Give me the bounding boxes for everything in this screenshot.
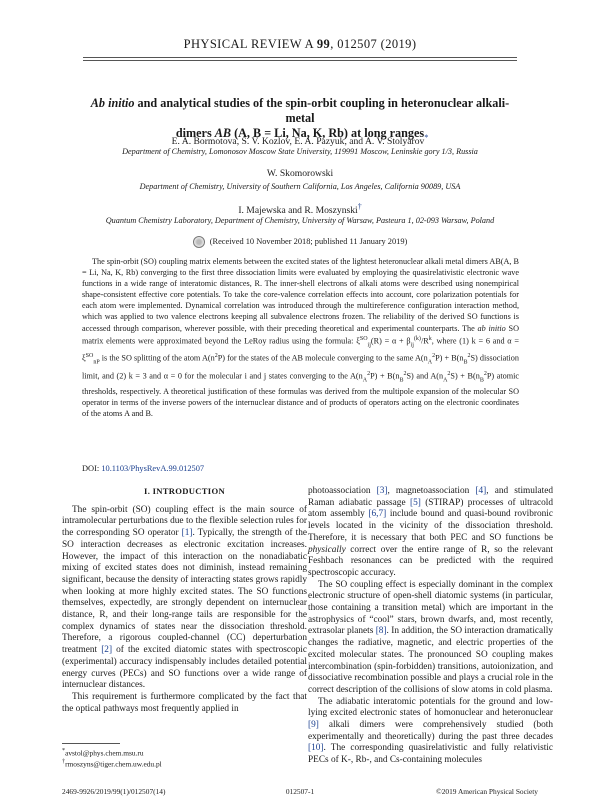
left-column [62, 486, 307, 715]
citation-10[interactable]: [10] [308, 743, 324, 754]
affiliation-1: Department of Chemistry, Lomonosov Moscow State University, 119991 Moscow, Leninskie gory 1/3, Russia [122, 147, 478, 156]
intro-paragraph-1: The spin-orbit (SO) coupling effect is the main source of intramolecular perturbations due to the flexible selection rules for the corresponding SO operator [1]. Typically, the strength of the SO interaction decreases as electronic excitation increases. However, the impact of this interaction on the nonadiabatic mixing of excited states does not diminish, instead remaining significant, because the density of interacting states grows rapidly when looking at more highly excited states. The SO functions themselves, expectedly, are strongly dependent on internuclear distance, R, and their long-range tails are responsible for the complex dynamics of states near the dissociation threshold. Therefore, a rigorous coupled-channel (CC) deperturbation treatment [2] of the excited diatomic states with spectroscopic (experimental) accuracy indispensably includes detailed potential energy curves (PECs) and SO functions over a wide range of internuclear distances. [62, 504, 308, 691]
authors-1: E. A. Bormotova, S. V. Kozlov, E. A. Pazyuk, and A. V. Stolyarov [171, 136, 425, 148]
journal-name: PHYSICAL REVIEW A [183, 37, 314, 51]
received-published-dates [0, 236, 600, 248]
volume-number: 99 [316, 37, 331, 51]
abstract: The spin-orbit (SO) coupling matrix elements between the excited states of the lightest heteronuclear alkali metal dimers AB(A, B = Li, Na, K, Rb) converging to the first three dissociation limits were evaluated by employing the quasirelativistic electronic wave functions in a wide range of interatomic distances, R. The inner-shell electrons of alkali atoms were described using nonempirical shape-consistent effective core potentials. To take the core-valence correlation effects into account, core polarization potentials for each atom were implemented. Dynamical correlation was introduced through the multireference configuration interaction method, which was applied to two valence electrons keeping all subvalence electrons frozen. The reliability of the derived SO functions is accessed through comparison, wherever possible, with their preceding theoretical and experimental counterparts. The ab initio SO matrix elements were approximated beyond the LeRoy radius using the formula: $\xi^{SO}_{ij}(R) = \alpha + \beta_{ij}^{(k)}/R^k$, where (1) k = 6 and $\alpha = \xi^{SO}_{nP}$ is the SO splitting of the atom $A(n^2P)$ for the states of the AB molecule converging to the same $A(n_A^2P) + B(n_B^2S)$ dissociation limit, and (2) k = 3 and α = 0 for the molecular i and j states converging to the $A(n_A^2P) + B(n_B^2S)$ and $A(n_A^2S) + B(n_B^2P)$ atomic thresholds, respectively. A theoretical justification of these formulas was derived from the multipole expansion of the molecular SO operator in terms of the inverse powers of the internuclear distance and of products of operators acting on the electronic coordinates of the atoms A and B. [82, 257, 520, 419]
footnote-1-mark: * [62, 748, 66, 754]
title-italic: Ab initio [90, 96, 135, 110]
intro-paragraph-2: This requirement is furthermore complicated by the fact that the optical pathways most frequently applied in [62, 691, 307, 714]
right-paragraph-1: photoassociation [3], magnetoassociation [4], and stimulated Raman adiabatic passage [5] (STIRAP) processes of ultracold atom assembly [6,7] include bound and quasi-bound rovibronic levels located in the vicinity of the dissociation threshold. Therefore, it is necessary that both PEC and SO functions be physically correct over the entire range of R, so the relevant Feshbach resonances can be predicted with the required spectroscopic accuracy. [308, 486, 553, 578]
citation-6-7[interactable]: [6,7] [368, 509, 387, 520]
header-rule-2 [83, 60, 517, 61]
footnote-2-mark: † [62, 759, 66, 765]
title-line1: and analytical studies of the spin-orbit coupling in heteronuclear alkali-metal [134, 96, 510, 125]
authors-3: I. Majewska and R. Moszynski [238, 205, 358, 217]
footer-copyright: ©2019 American Physical Society [436, 787, 538, 796]
footnote-1-email[interactable]: avstol@phys.chem.msu.ru [65, 748, 144, 758]
footer-page-number: 012507-1 [285, 787, 315, 796]
author-list-3 [60, 202, 540, 216]
title-line2-italic: AB [214, 126, 232, 140]
author-mark-1[interactable]: * [424, 133, 429, 142]
author-mark-3[interactable]: † [357, 202, 362, 211]
citation-9[interactable]: [9] [308, 720, 319, 731]
doi-link[interactable]: 10.1103/PhysRevA.99.012507 [101, 464, 205, 473]
right-paragraph-2: The SO coupling effect is especially dominant in the complex electronic structure of open-shell diatomic systems (in particular, those containing a transition metal) which are important in the astrophysics of “cool” stars, brown dwarfs, and, most recently, extrasolar planets [8]. In addition, the SO interaction dramatically changes the radiative, magnetic, and electric properties of the excited molecular states. The pronounced SO coupling makes intercombination (spin-forbidden) transitions, autoionization, and dissociative recombination possible and plays a crucial role in the correct description of the collisions of slow atoms in cold plasma. [308, 579, 553, 695]
author-list-1 [60, 133, 540, 147]
section-heading: I. INTRODUCTION [144, 486, 225, 496]
footnote-2-email[interactable]: rmoszyns@tiger.chem.uw.edu.pl [65, 759, 162, 769]
affiliation-3: Quantum Chemistry Laboratory, Department of Chemistry, University of Warsaw, Pasteura 1, 02-093 Warsaw, Poland [105, 216, 495, 225]
dates-text: (Received 10 November 2018; published 11 January 2019) [209, 236, 408, 246]
running-head [0, 37, 600, 52]
footnote-rule [62, 743, 120, 744]
right-column [308, 486, 553, 767]
citation-5[interactable]: [5] [409, 497, 421, 508]
doi-label: DOI: [82, 464, 102, 473]
citation-8[interactable]: [8] [375, 626, 387, 637]
article-info: , 012507 (2019) [330, 37, 417, 51]
affiliation-2: Department of Chemistry, University of Southern California, Los Angeles, California 90089, USA [139, 182, 461, 191]
check-for-updates-icon[interactable] [193, 236, 205, 248]
footnote-1 [62, 748, 144, 757]
footer-issn: 2469-9926/2019/99(1)/012507(14) [62, 787, 166, 796]
title-line2-suffix: (A, B = Li, Na, K, Rb) at long ranges [231, 126, 425, 140]
author-list-2: W. Skomorowski [266, 168, 334, 179]
footnote-2 [62, 759, 162, 768]
title-line2-prefix: dimers [175, 126, 215, 140]
citation-3[interactable]: [3] [376, 486, 388, 496]
doi-line [82, 464, 204, 473]
citation-1[interactable]: [1] [181, 528, 193, 539]
citation-2[interactable]: [2] [101, 645, 113, 656]
right-paragraph-3: The adiabatic interatomic potentials for the ground and low-lying excited electronic states of homonuclear and heteronuclear [9] alkali dimers were comprehensively studied (both experimentally and theoretically) during the past three decades [10]. The corresponding quasirelativistic and fully relativistic PECs of K-, Rb-, and Cs-containing molecules [308, 696, 553, 766]
citation-4[interactable]: [4] [475, 486, 487, 496]
header-rule [83, 57, 517, 58]
